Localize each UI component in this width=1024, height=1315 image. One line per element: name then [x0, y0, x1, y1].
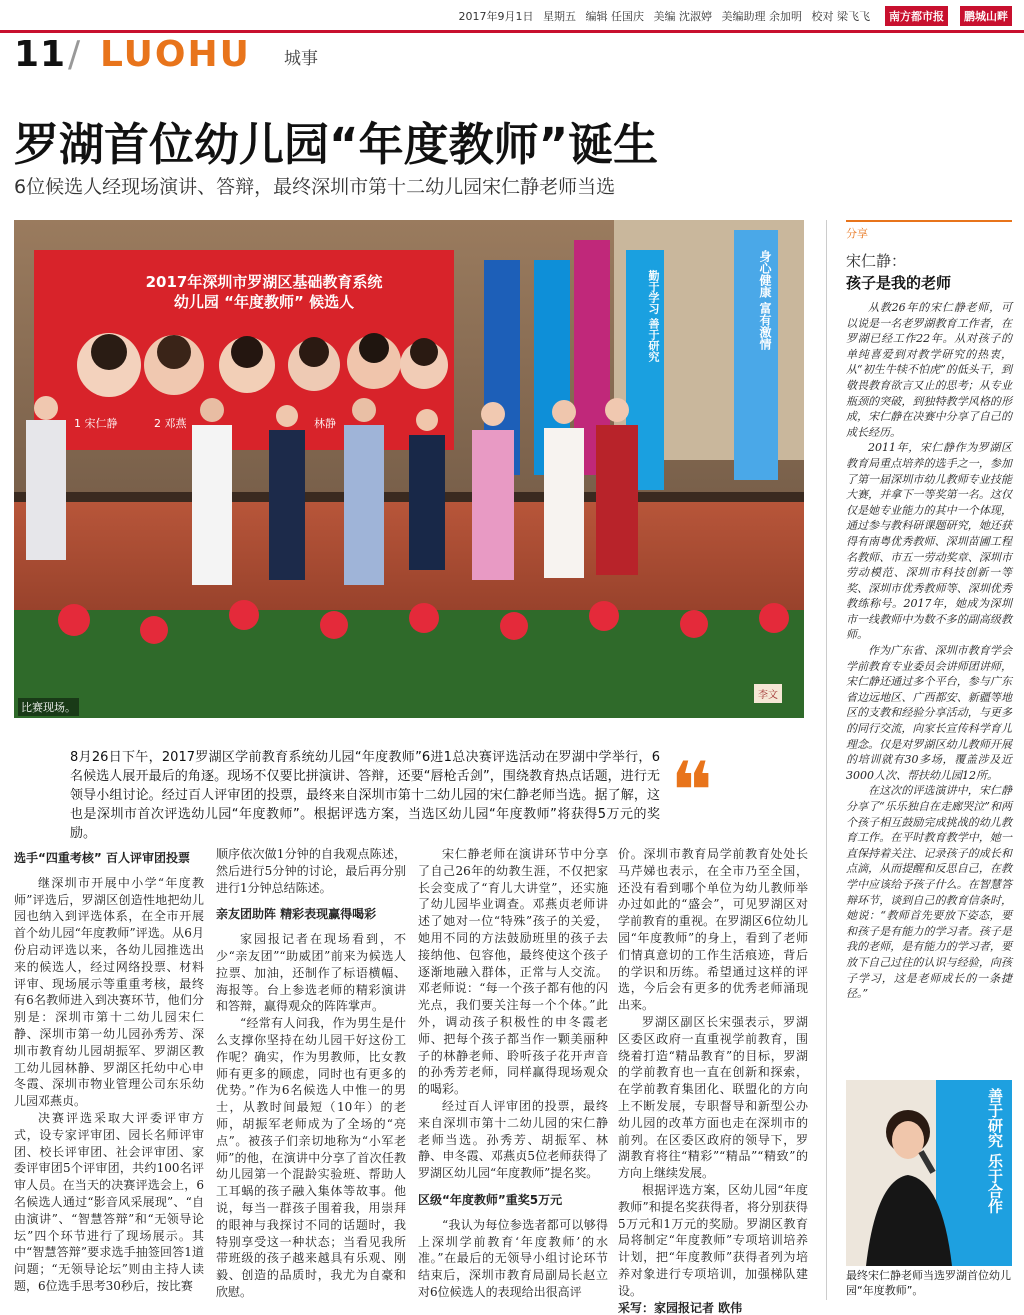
article-lede: 8月26日下午，2017罗湖区学前教育系统幼儿园“年度教师”6进1总决赛评选活动在罗湖中学举行，6名候选人展开最后的角逐。现场不仅要比拼演讲、答辩，还要“唇枪舌剑”，围绕教育热点话题，进行无领导小组讨论。经过百人评审团的投票，最终来自深圳市第十二幼儿园的宋仁静老师当选。据了解，这也是深圳市首次评选幼儿园“年度教师”。根据评选方案，当选区幼儿园“年度教师”将获得5万元的奖励。	[70, 750, 660, 841]
page-number: 11	[14, 34, 67, 75]
subheading-1: 选手“四重考核” 百人评审团投票	[14, 851, 190, 865]
paragraph: 价。深圳市教育局学前教育处处长马芹娣也表示，在全市乃至全国，还没有看到哪个单位为幼儿教师举办过如此的“盛会”，可见罗湖区对学前教育的重视。在罗湖区6位幼儿园“年度教师”的身上，看到了老师们情真意切的工作生活痕迹，背后的学识和历练。希望通过这样的评选，今后会有更多的优秀老师涌现出来。	[618, 847, 808, 1013]
paragraph: 决赛评选采取大评委评审方式，设专家评审团、园长名师评审团、校长评审团、社会评审团、家委评审团5个评审团，共约100名评审人员。在当天的决赛评选会上，6名候选人通过“影音风采展现”、“自由演讲”、“智慧答辩”和“无领导论坛”四个环节进行了现场展示。其中“智慧答辩”要求选手抽签回答1道问题；“无领导论坛”则由主持人读题，6位选手思考30秒后，按比赛	[14, 1110, 204, 1293]
headline: 罗湖首位幼儿园“年度教师”诞生	[14, 118, 659, 171]
header-weekday: 星期五	[543, 10, 576, 23]
sidebar-photo-banner: 善于研究 乐于合作	[986, 1088, 1004, 1214]
paragraph: 家园报记者在现场看到，不少“亲友团”“助威团”前来为候选人拉票、加油，还制作了标语横幅、海报等。台上参选老师的精彩演讲和答辩，赢得观众的阵阵掌声。	[216, 932, 406, 1014]
paragraph: “经常有人问我，作为男生是什么支撑你坚持在幼儿园干好这份工作呢？确实，作为男教师，比女教师有更多的顾虑，同时也有更多的优势。”作为6名候选人中惟一的男士，从教时间最短（10年）的老师，胡振军老师成为了全场的“亮点”。被孩子们亲切地称为“小军老师”的他，在演讲中分享了首次任教幼儿园第一个混龄实验班、帮助人工耳蜗的孩子融入集体等故事。他说，每当一群孩子围着我，用崇拜的眼神与我探讨不同的话题时，我特别享受这一种状态；当看见我所带班级的孩子越来越具有乐观、刚毅、创造的品质时，我尤为自豪和欣慰。	[216, 1016, 406, 1299]
body-column-1	[14, 846, 204, 1295]
sidebar-title: 孩子是我的老师	[846, 274, 952, 292]
body-column-2	[216, 846, 406, 1301]
sidebar-paragraph: 作为广东省、深圳市教育学会学前教育专业委员会讲师团讲师，宋仁静还通过多个平台，参与广东省边远地区、广西都安、新疆等地区的支教和经验分享活动，与更多的同行交流，向家长宣传科学育儿理念。仅是对罗湖区幼儿教师开展的培训就有30多场，覆盖涉及近3000人次、帮扶幼儿园12所。	[846, 644, 1012, 782]
photo-corner-sign: 李文	[754, 684, 782, 703]
header-proofreader: 校对 梁飞飞	[811, 10, 870, 23]
sidebar-paragraph: 在这次的评选演讲中，宋仁静分享了“乐乐独自在走廊哭泣”和两个孩子相互鼓励完成挑战的幼儿教育工作。在平时教育教学中，她一直保持着关注、记录孩子的成长和点滴，从而提醒和反思自己，在教学中应该给予孩子什么。在智慧答辩环节，谈到自己的教育信条时，她说：“教师首先要放下姿态，要和孩子是有能力的学习者。孩子是我的老师，是有能力的学习者，要放下自己过往的认识与经验，向孩子学习，这是老师成长的一条捷径。”	[846, 784, 1012, 1001]
sidebar-title-name: 宋仁静：	[846, 252, 907, 270]
paragraph: 顺序依次做1分钟的自我观点陈述，然后进行5分钟的讨论，最后再分别进行1分钟总结陈述。	[216, 847, 406, 895]
paper-logo: 南方都市报	[885, 6, 948, 26]
sidebar-photo-caption: 最终宋仁静老师当选罗湖首位幼儿园“年度教师”。	[846, 1269, 1011, 1297]
sidebar-paragraph: 2011年，宋仁静作为罗湖区教育局重点培养的选手之一，参加了第一届深圳市幼儿教师专业技能大赛，并拿下一等奖第一名。这仅仅是她专业能力的其中一个体现，通过参与教科研课题研究，她还获得有南粤优秀教师、深圳苗圃工程名教师、市五一劳动奖章、深圳市劳动模范、深圳市科技创新一等奖、深圳市优秀教师等、深圳优秀教练称号。2017年，她成为深圳市一线教师中为数不多的副高级教师。	[846, 441, 1012, 642]
subheadline: 6位候选人经现场演讲、答辩，最终深圳市第十二幼儿园宋仁静老师当选	[14, 176, 616, 198]
paragraph: 罗湖区副区长宋强表示，罗湖区委区政府一直重视学前教育，围绕着打造“精品教育”的目标，罗湖的学前教育也一直在创新和探索，在学前教育集团化、联盟化的方向上不断发展，专职督导和新型公办幼儿园的改革方面也走在深圳市的前列。在区委区政府的领导下，罗湖教育将往“精彩”“精品”“精致”的方向上继续发展。	[618, 1014, 808, 1181]
sidebar-paragraph: 从教26年的宋仁静老师，可以说是一名老罗湖教育工作者，在罗湖已经工作22年。从对孩子的单纯喜爱到对教学研究的热衷，从“初生牛犊不怕虎”的低头干，到敬畏教育欲言又止的思考；从专业瓶颈的突破，到独特教学风格的形成，宋仁静在决赛中分享了自己的成长经历。	[846, 301, 1012, 439]
header-rule	[0, 30, 1024, 33]
section-subname: 城事	[284, 49, 318, 69]
header-designer-assistant: 美编助理 余加明	[721, 10, 802, 23]
event-photo	[14, 220, 804, 718]
paragraph: 经过百人评审团的投票，最终来自深圳市第十二幼儿园的宋仁静老师当选。孙秀芳、胡振军、林静、申冬霞、邓燕贞5位老师获得了罗湖区幼儿园“年度教师”提名奖。	[418, 1098, 608, 1181]
paragraph: “我认为每位参选者都可以够得上深圳学前教育‘年度教师’的水准。”在最后的无领导小组讨论环节结束后，深圳市教育局副局长赵立对6位候选人的表现给出很高评	[418, 1217, 608, 1299]
paragraph: 宋仁静老师在演讲环节中分享了自己26年的幼教生涯，不仅把家长会变成了“育儿大讲堂”，还实施了幼儿园毕业调查。邓燕贞老师讲述了她对一位“特殊”孩子的关爱，她用不同的方法鼓励班里的孩子去接纳他、包容他，最终使这个孩子逐渐地融入群体，正常与人交流。邓老师说：“每一个孩子都有他的闪光点，我们要关注每一个个体。”此外，调动孩子积极性的申冬霞老师、把每个孩子都当作一颗美丽种子的林静老师、聆听孩子花开声音的孙秀芳老师，同样赢得现场观众的喝彩。	[418, 847, 608, 1097]
sidebar-rule	[846, 220, 1012, 222]
subheading-2: 亲友团助阵 精彩表现赢得喝彩	[216, 907, 377, 922]
paragraph: 继深圳市开展中小学“年度教师”评选后，罗湖区创造性地把幼儿园也纳入到评选体系，在全市开展首个幼儿园“年度教师”评选。从6月份启动评选以来，各幼儿园推选出来的候选人，经过网络投票、材料评审、现场展示等重重考核，最终有6名教师进入到决赛环节，他们分别是：深圳市第十二幼儿园宋仁静、深圳市第一幼儿园孙秀芳、深圳市教育幼儿园胡振军、罗湖区教工幼儿园林静、罗湖区托幼中心申冬霞、深圳市物业管理公司东乐幼儿园邓燕贞。	[14, 875, 204, 1109]
screen-candidate-label-2: 2 邓燕	[154, 417, 187, 430]
header-designer: 美编 沈淑婷	[653, 10, 712, 23]
column-divider	[826, 220, 827, 1300]
screen-candidate-label-4: 林静	[314, 417, 336, 430]
body-column-4	[618, 846, 808, 1315]
screen-candidate-label-1: 1 宋仁静	[74, 417, 118, 430]
section-slash: /	[68, 34, 81, 75]
sidebar-photo	[846, 1080, 1012, 1266]
banner-text-3: 勤于学习 善于研究	[647, 270, 660, 362]
quote-icon: ❝	[670, 745, 714, 838]
edition-logo: 鹏城山畔	[960, 6, 1012, 26]
header-editor: 编辑 任国庆	[585, 10, 644, 23]
header-meta	[453, 8, 871, 24]
sidebar-tag: 分享	[846, 227, 868, 240]
section-name: LUOHU	[100, 34, 251, 75]
flower-pots	[14, 600, 804, 718]
screen-title-line1: 2017年深圳市罗湖区基础教育系统	[145, 273, 383, 291]
screen-title-line2: 幼儿园 “年度教师” 候选人	[173, 293, 355, 311]
sidebar-body	[846, 300, 1012, 1002]
header-date: 2017年9月1日	[458, 10, 534, 23]
subheading-3: 区级“年度教师”重奖5万元	[418, 1192, 563, 1207]
photo-caption: 比赛现场。	[18, 698, 79, 716]
author-credit: 采写：家园报记者 欧伟	[618, 1300, 743, 1315]
paragraph: 根据评选方案，区幼儿园“年度教师”和提名奖获得者，将分别获得5万元和1万元的奖励。罗湖区教育局将制定“年度教师”专项培训培养计划，把“年度教师”获得者列为培养对象进行专项培训，加强梯队建设。	[618, 1182, 808, 1298]
page-header	[0, 0, 1024, 30]
banner-text-1: 身心健康 富有激情	[758, 250, 772, 351]
body-column-3	[418, 846, 608, 1301]
